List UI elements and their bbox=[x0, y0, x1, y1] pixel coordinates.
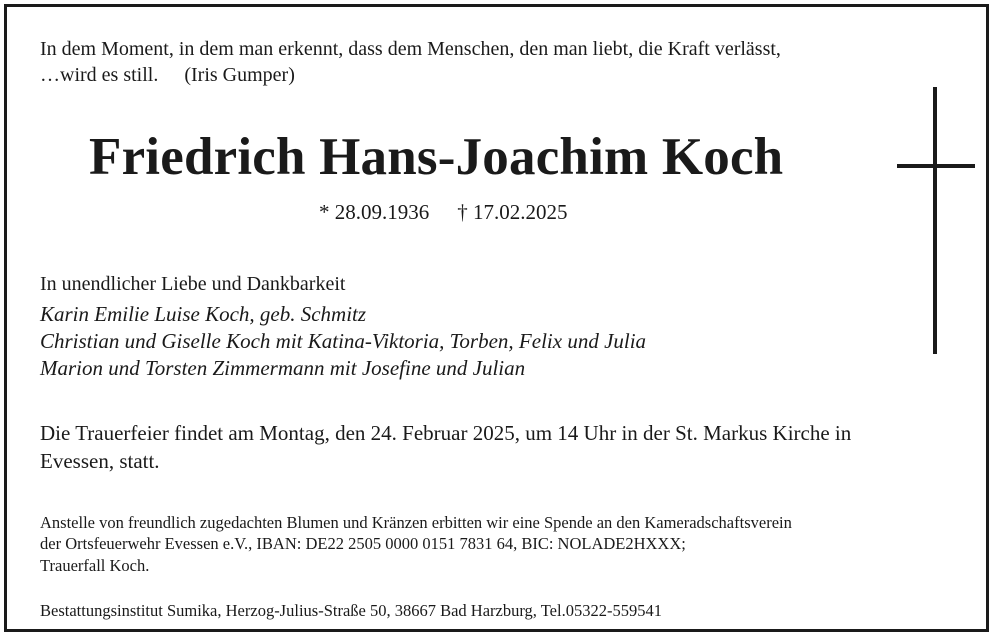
obituary-frame bbox=[4, 4, 989, 632]
quote-text: …wird es still. bbox=[40, 64, 159, 86]
quote-line-2 bbox=[40, 64, 295, 87]
quote-line-1: In dem Moment, in dem man erkennt, dass dem Menschen, den man liebt, die Kraft verlässt, bbox=[40, 38, 781, 60]
family-line: Karin Emilie Luise Koch, geb. Schmitz bbox=[40, 302, 367, 326]
donation-note-line: Anstelle von freundlich zugedachten Blumen und Kränzen erbitten wir eine Spende an den Kameradschaftsverein bbox=[40, 513, 792, 532]
family-line: Marion und Torsten Zimmermann mit Josefine und Julian bbox=[40, 356, 526, 380]
family-line: Christian und Giselle Koch mit Katina-Viktoria, Torben, Felix und Julia bbox=[40, 329, 647, 353]
quote-author: (Iris Gumper) bbox=[184, 64, 295, 86]
life-dates bbox=[319, 200, 568, 225]
donation-note-line: Trauerfall Koch. bbox=[40, 556, 150, 575]
birth-date: * 28.09.1936 bbox=[319, 200, 430, 224]
funeral-home-info: Bestattungsinstitut Sumika, Herzog-Julius-Straße 50, 38667 Bad Harzburg, Tel.05322-559541 bbox=[40, 601, 662, 620]
service-info-line: Evessen, statt. bbox=[40, 449, 160, 473]
dedication-line: In unendlicher Liebe und Dankbarkeit bbox=[40, 273, 346, 295]
cross-horizontal-bar bbox=[897, 164, 975, 168]
service-info-line: Die Trauerfeier findet am Montag, den 24. Februar 2025, um 14 Uhr in der St. Markus Kirche in bbox=[40, 421, 852, 445]
cross-vertical-bar bbox=[933, 87, 937, 354]
latin-cross-icon bbox=[897, 87, 975, 354]
donation-note-line: der Ortsfeuerwehr Evessen e.V., IBAN: DE22 2505 0000 0151 7831 64, BIC: NOLADE2HXXX; bbox=[40, 534, 686, 553]
death-date: † 17.02.2025 bbox=[457, 200, 568, 224]
deceased-name: Friedrich Hans-Joachim Koch bbox=[89, 128, 784, 186]
